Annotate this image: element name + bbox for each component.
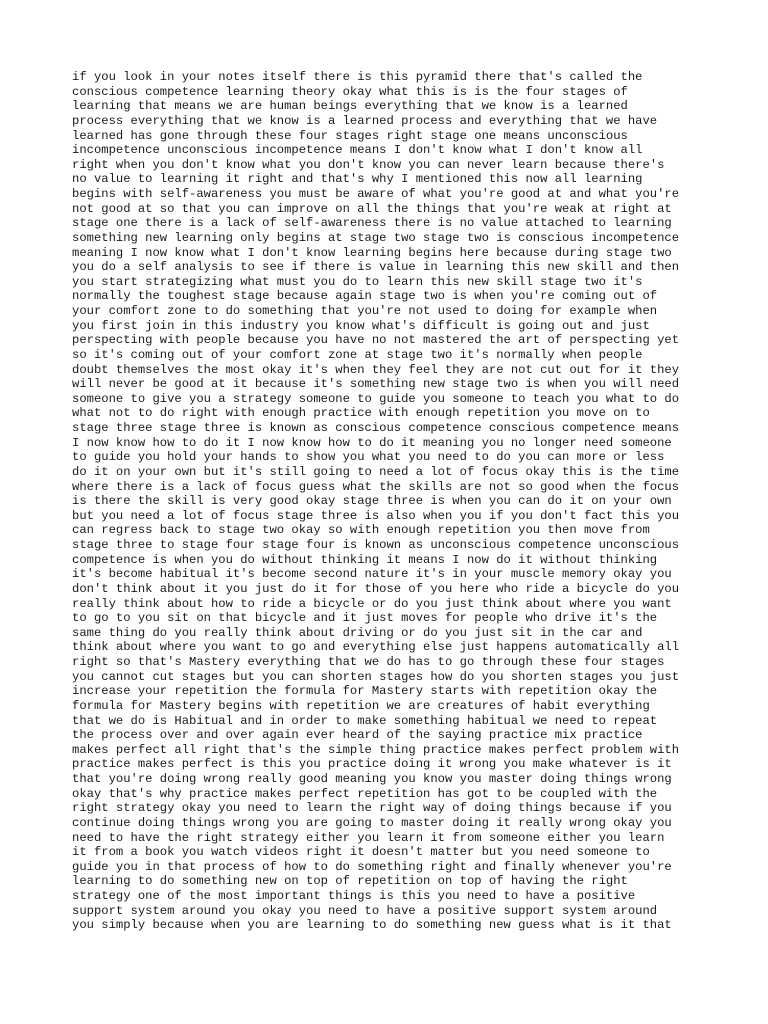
text-line: okay that's why practice makes perfect repetition has got to be coupled with the [72,786,658,801]
text-line: begins with self-awareness you must be aware of what you're good at and what you're [72,187,680,201]
text-line: learned has gone through these four stages right stage one means unconscious [72,128,628,143]
text-line: if you look in your notes itself there is this pyramid there that's called the [72,70,643,84]
text-line: learning to do something new on top of repetition on top of having the right [72,874,628,889]
text-line: stage one there is a lack of self-awareness there is no value attached to learning [72,216,672,231]
text-line: I now know how to do it I now know how to do it meaning you no longer need someone [72,435,672,450]
text-line: think about where you want to go and everything else just happens automatically all [72,640,680,655]
text-line: do it on your own but it's still going to need a lot of focus okay this is the time [72,464,680,479]
text-line: to go to you sit on that bicycle and it just moves for people who drive it's the [72,611,658,626]
text-line: right strategy okay you need to learn the right way of doing things because if you [72,801,672,816]
text-line: increase your repetition the formula for Mastery starts with repetition okay the [72,684,658,699]
text-line: continue doing things wrong you are going to master doing it really wrong okay you [72,815,672,830]
text-line: conscious competence learning theory okay what this is is the four stages of [72,84,628,99]
text-line: will never be good at it because it's something new stage two is when you will need [72,377,680,392]
text-line: need to have the right strategy either you learn it from someone either you learn [72,830,665,845]
text-line: you do a self analysis to see if there is value in learning this new skill and then [72,260,680,275]
text-line: can regress back to stage two okay so with enough repetition you then move from [72,523,650,538]
text-line: normally the toughest stage because again stage two is when you're coming out of [72,289,658,304]
text-line: not good at so that you can improve on all the things that you're weak at right at [72,201,672,216]
text-line: practice makes perfect is this you practice doing it wrong you make whatever is it [72,757,672,772]
text-line: strategy one of the most important things is this you need to have a positive [72,889,636,903]
text-line: doubt themselves the most okay it's when they feel they are not cut out for it they [72,362,680,377]
text-line: don't think about it you just do it for those of you here who ride a bicycle do you [72,581,680,596]
text-line: it from a book you watch videos right it doesn't matter but you need someone to [72,845,650,860]
text-line: someone to give you a strategy someone to guide you someone to teach you what to do [72,391,680,406]
text-line: to guide you hold your hands to show you what you need to do you can more or less [72,450,665,465]
text-line: learning that means we are human beings everything that we know is a learned [72,99,628,114]
text-line: so it's coming out of your comfort zone at stage two it's normally when people [72,347,643,362]
text-line: same thing do you really think about driving or do you just sit in the car and [72,625,643,640]
text-line: that we do is Habitual and in order to make something habitual we need to repeat [72,713,658,728]
text-line: incompetence unconscious incompetence means I don't know what I don't know all [72,143,643,158]
text-line: something new learning only begins at stage two stage two is conscious incompetence [72,230,680,245]
transcript-text [72,70,712,933]
text-line: you first join in this industry you know what's difficult is going out and just [72,318,650,333]
text-line: that you're doing wrong really good meaning you know you master doing things wrong [72,772,672,786]
text-line: no value to learning it right and that's why I mentioned this now all learning [72,172,643,187]
text-line: it's become habitual it's become second nature it's in your muscle memory okay you [72,567,672,582]
text-line: really think about how to ride a bicycle or do you just think about where you want [72,596,672,611]
text-line: what not to do right with enough practice with enough repetition you move on to [72,406,650,421]
text-line: stage three to stage four stage four is known as unconscious competence unconscious [72,538,680,552]
text-line: but you need a lot of focus stage three is also when you if you don't fact this you [72,508,680,523]
text-line: makes perfect all right that's the simple thing practice makes perfect problem with [72,742,680,757]
text-line: meaning I now know what I don't know learning begins here because during stage two [72,245,672,260]
text-line: you cannot cut stages but you can shorten stages how do you shorten stages you just [72,669,680,684]
text-line: you start strategizing what must you do to learn this new skill stage two it's [72,274,643,289]
text-line: where there is a lack of focus guess what the skills are not so good when the focus [72,479,680,494]
text-line: right when you don't know what you don't know you can never learn because there's [72,157,665,172]
text-line: guide you in that process of how to do something right and finally whenever you're [72,859,672,874]
text-line: is there the skill is very good okay stage three is when you can do it on your own [72,494,672,509]
text-line: perspecting with people because you have no not mastered the art of perspecting yet [72,333,680,348]
text-line: stage three stage three is known as conscious competence conscious competence means [72,421,680,435]
text-line: the process over and over again ever heard of the saying practice mix practice [72,728,643,743]
text-line: your comfort zone to do something that you're not used to doing for example when [72,304,658,318]
text-line: right so that's Mastery everything that we do has to go through these four stages [72,655,665,669]
text-line: process everything that we know is a learned process and everything that we have [72,113,658,128]
text-line: formula for Mastery begins with repetition we are creatures of habit everything [72,698,650,713]
text-line: support system around you okay you need to have a positive support system around [72,903,658,918]
text-line: you simply because when you are learning to do something new guess what is it that [72,918,672,933]
text-line: competence is when you do without thinking it means I now do it without thinking [72,552,658,567]
